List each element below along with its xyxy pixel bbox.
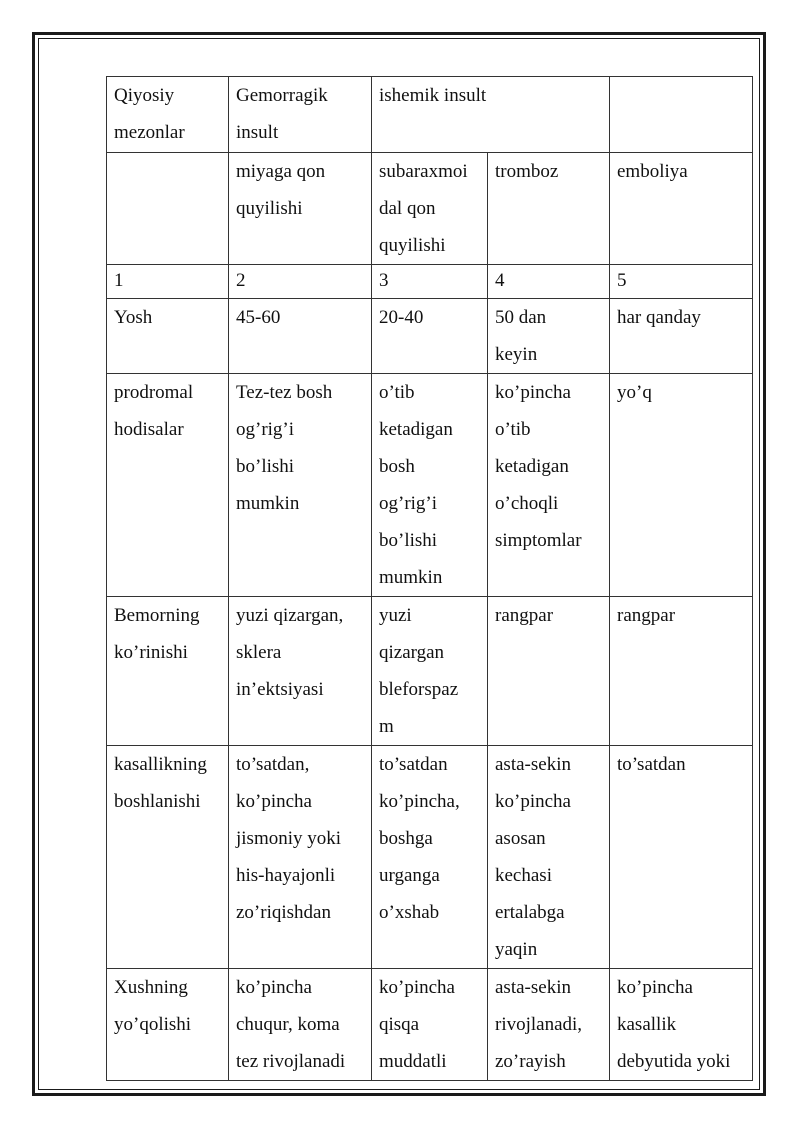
table-cell: yuzi qizargan bleforspaz m [372,597,488,746]
table-cell: yuzi qizargan, sklera in’ektsiyasi [229,597,372,746]
subheader-cell-embolism: emboliya [610,153,753,265]
comparison-table [106,76,753,1081]
table-cell: kasallikning boshlanishi [107,746,229,969]
table-cell: to’satdan ko’pincha, boshga urganga o’xshab [372,746,488,969]
table-cell: yo’q [610,374,753,597]
number-cell: 4 [488,265,610,299]
table-cell: rangpar [488,597,610,746]
table-cell: Yosh [107,299,229,374]
table-cell: Tez-tez bosh og’rig’i bo’lishi mumkin [229,374,372,597]
table-cell: rangpar [610,597,753,746]
table-row [107,299,753,374]
table-cell: asta-sekin ko’pincha asosan kechasi ertalabga yaqin [488,746,610,969]
table-row [107,746,753,969]
table-cell: asta-sekin rivojlanadi, zo’rayish [488,969,610,1081]
table-number-row [107,265,753,299]
number-cell: 5 [610,265,753,299]
table-cell: 50 dan keyin [488,299,610,374]
subheader-cell-subarachnoid: subaraxmoi dal qon quyilishi [372,153,488,265]
table-cell: o’tib ketadigan bosh og’rig’i bo’lishi mumkin [372,374,488,597]
table-header-row [107,77,753,153]
table-cell: ko’pincha o’tib ketadigan o’choqli simptomlar [488,374,610,597]
table-row [107,969,753,1081]
table-cell: prodromal hodisalar [107,374,229,597]
table-cell: ko’pincha kasallik debyutida yoki [610,969,753,1081]
subheader-cell-brain-hemorrhage: miyaga qon quyilishi [229,153,372,265]
header-cell-hemorrhagic: Gemorragik insult [229,77,372,153]
table-cell: 20-40 [372,299,488,374]
table-row [107,597,753,746]
number-cell: 2 [229,265,372,299]
number-cell: 1 [107,265,229,299]
table-cell: Bemorning ko’rinishi [107,597,229,746]
table-cell: 45-60 [229,299,372,374]
header-cell-empty [610,77,753,153]
subheader-cell-thrombosis: tromboz [488,153,610,265]
header-cell-ischemic: ishemik insult [372,77,610,153]
table-row [107,374,753,597]
table-cell: to’satdan [610,746,753,969]
table-cell: ko’pincha chuqur, koma tez rivojlanadi [229,969,372,1081]
subheader-cell-empty [107,153,229,265]
table-subheader-row [107,153,753,265]
table-cell: Xushning yo’qolishi [107,969,229,1081]
number-cell: 3 [372,265,488,299]
table-cell: to’satdan, ko’pincha jismoniy yoki his-hayajonli zo’riqishdan [229,746,372,969]
table-cell: ko’pincha qisqa muddatli [372,969,488,1081]
header-cell-criteria: Qiyosiy mezonlar [107,77,229,153]
table-cell: har qanday [610,299,753,374]
